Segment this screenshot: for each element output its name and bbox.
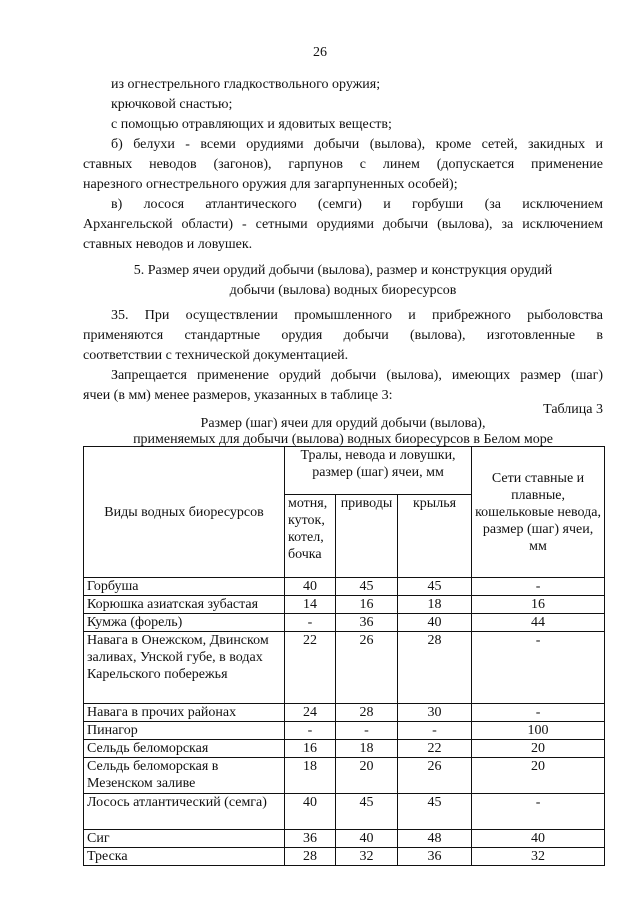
nets-cell: 32 <box>472 848 605 866</box>
nets-cell: - <box>472 704 605 722</box>
header-leaders: приводы <box>336 495 398 578</box>
codend-cell: 22 <box>285 632 336 704</box>
table-row <box>84 632 605 704</box>
leaders-cell: - <box>336 722 398 740</box>
text-line: крючковой снастью; <box>111 97 233 112</box>
codend-cell: 28 <box>285 848 336 866</box>
wings-cell: 30 <box>398 704 472 722</box>
codend-cell: 36 <box>285 830 336 848</box>
table-row <box>84 722 605 740</box>
nets-cell: - <box>472 632 605 704</box>
table-row <box>84 614 605 632</box>
wings-cell: 26 <box>398 758 472 794</box>
header-wings: крылья <box>398 495 472 578</box>
paragraph-35: соответствии с технической документацией. <box>83 348 349 363</box>
species-cell: Сельдь беломорская <box>84 740 285 758</box>
wings-cell: 45 <box>398 794 472 830</box>
paragraph-35: применяются стандартные орудия добычи (вылова), изготовленные в <box>83 328 603 343</box>
text-line: в) лосося атлантического (семги) и горбуши (за исключением <box>111 197 603 212</box>
codend-cell: - <box>285 722 336 740</box>
wings-cell: 48 <box>398 830 472 848</box>
wings-cell: 28 <box>398 632 472 704</box>
mesh-size-table <box>83 446 605 866</box>
text-line: ставных неводов (загонов), гарпунов с линем (допускается применение <box>83 157 603 172</box>
header-codend: мотня, куток, котел, бочка <box>285 495 336 578</box>
wings-cell: 40 <box>398 614 472 632</box>
wings-cell: 18 <box>398 596 472 614</box>
table-row <box>84 758 605 794</box>
page-number: 26 <box>313 45 327 60</box>
codend-cell: 16 <box>285 740 336 758</box>
table-row <box>84 596 605 614</box>
species-cell: Горбуша <box>84 578 285 596</box>
species-cell: Лосось атлантический (семга) <box>84 794 285 830</box>
codend-cell: 40 <box>285 794 336 830</box>
leaders-cell: 45 <box>336 578 398 596</box>
header-species: Виды водных биоресурсов <box>84 447 285 578</box>
leaders-cell: 32 <box>336 848 398 866</box>
species-cell: Кумжа (форель) <box>84 614 285 632</box>
table-row <box>84 704 605 722</box>
leaders-cell: 18 <box>336 740 398 758</box>
table-label: Таблица 3 <box>543 402 603 417</box>
codend-cell: 40 <box>285 578 336 596</box>
leaders-cell: 40 <box>336 830 398 848</box>
table-body <box>84 578 605 866</box>
leaders-cell: 16 <box>336 596 398 614</box>
codend-cell: 24 <box>285 704 336 722</box>
table-row <box>84 830 605 848</box>
species-cell: Сиг <box>84 830 285 848</box>
leaders-cell: 26 <box>336 632 398 704</box>
nets-cell: 100 <box>472 722 605 740</box>
species-cell: Сельдь беломорская в Мезенском заливе <box>84 758 285 794</box>
table-caption: Размер (шаг) ячеи для орудий добычи (вылова), <box>200 416 486 431</box>
table-caption: применяемых для добычи (вылова) водных биоресурсов в Белом море <box>133 432 553 447</box>
text-line: ставных неводов и ловушек. <box>83 237 253 252</box>
codend-cell: 18 <box>285 758 336 794</box>
text-line: с помощью отравляющих и ядовитых веществ; <box>111 117 392 132</box>
leaders-cell: 36 <box>336 614 398 632</box>
paragraph-35: Запрещается применение орудий добычи (вылова), имеющих размер (шаг) <box>111 368 603 383</box>
text-line: из огнестрельного гладкоствольного оружия; <box>111 77 381 92</box>
wings-cell: 45 <box>398 578 472 596</box>
section-heading: добычи (вылова) водных биоресурсов <box>229 283 457 298</box>
nets-cell: - <box>472 578 605 596</box>
species-cell: Навага в Онежском, Двинском заливах, Унской губе, в водах Карельского побережья <box>84 632 285 704</box>
nets-cell: - <box>472 794 605 830</box>
species-cell: Пинагор <box>84 722 285 740</box>
table-row <box>84 794 605 830</box>
wings-cell: - <box>398 722 472 740</box>
text-line: нарезного огнестрельного оружия для загарпуненных особей); <box>83 177 458 192</box>
table-row <box>84 848 605 866</box>
codend-cell: 14 <box>285 596 336 614</box>
species-cell: Навага в прочих районах <box>84 704 285 722</box>
nets-cell: 16 <box>472 596 605 614</box>
header-nets: Сети ставные и плавные, кошельковые невода, размер (шаг) ячеи, мм <box>472 447 605 578</box>
nets-cell: 20 <box>472 740 605 758</box>
wings-cell: 36 <box>398 848 472 866</box>
section-heading: 5. Размер ячеи орудий добычи (вылова), размер и конструкция орудий <box>133 263 553 278</box>
leaders-cell: 20 <box>336 758 398 794</box>
table-row <box>84 578 605 596</box>
nets-cell: 44 <box>472 614 605 632</box>
codend-cell: - <box>285 614 336 632</box>
leaders-cell: 28 <box>336 704 398 722</box>
text-line: б) белухи - всеми орудиями добычи (вылова), кроме сетей, закидных и <box>111 137 603 152</box>
paragraph-35: 35. При осуществлении промышленного и прибрежного рыболовства <box>111 308 603 323</box>
nets-cell: 40 <box>472 830 605 848</box>
species-cell: Корюшка азиатская зубастая <box>84 596 285 614</box>
text-line: Архангельской области) - сетными орудиями добычи (вылова), за исключением <box>83 217 603 232</box>
table-row <box>84 740 605 758</box>
header-trawls: Тралы, невода и ловушки, размер (шаг) ячеи, мм <box>285 447 472 495</box>
nets-cell: 20 <box>472 758 605 794</box>
paragraph-35: ячеи (в мм) менее размеров, указанных в таблице 3: <box>83 388 393 403</box>
species-cell: Треска <box>84 848 285 866</box>
wings-cell: 22 <box>398 740 472 758</box>
leaders-cell: 45 <box>336 794 398 830</box>
